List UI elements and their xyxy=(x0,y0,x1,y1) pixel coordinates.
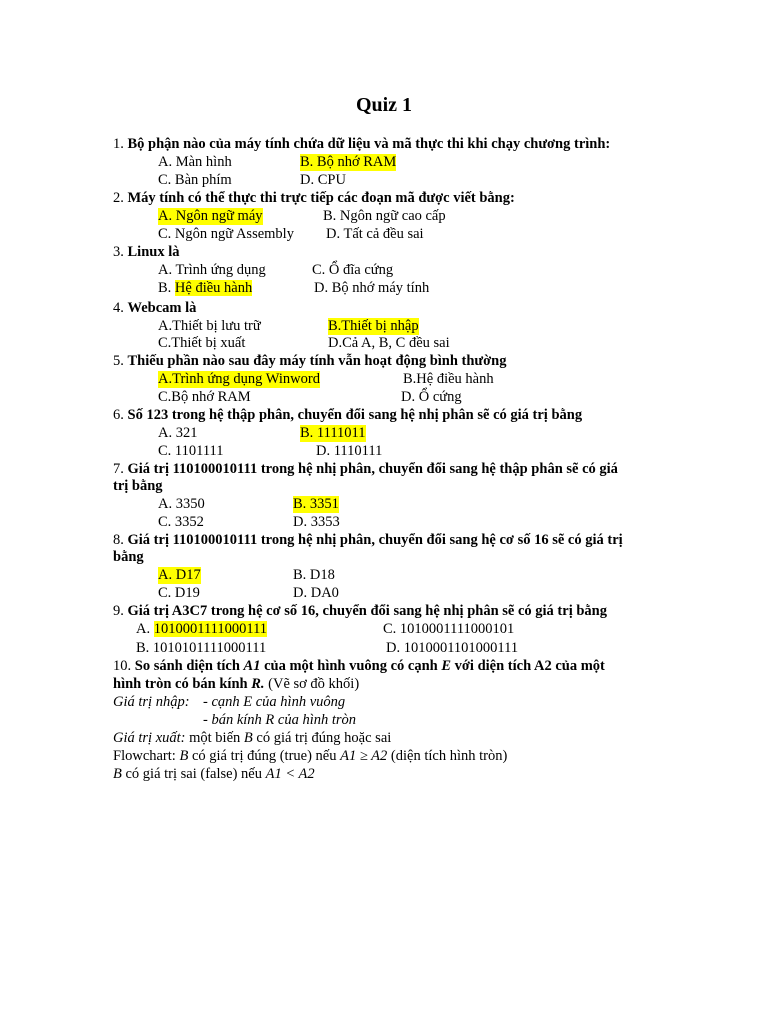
option-7c: C. 3352 xyxy=(158,514,204,530)
false-condition-line: B có giá trị sai (false) nếu A1 < A2 xyxy=(113,766,315,782)
question-text: Giá trị 110100010111 trong hệ nhị phân, chuyển đổi sang hệ cơ số 16 sẽ có giá trị xyxy=(127,532,623,548)
output-line: Giá trị xuất: một biến B có giá trị đúng hoặc sai xyxy=(113,730,392,746)
question-3 xyxy=(113,244,179,261)
q10-var-a1: A1 xyxy=(243,658,261,674)
question-text: Số 123 trong hệ thập phân, chuyển đổi sang hệ nhị phân sẽ có giá trị bằng xyxy=(127,407,583,423)
question-text: Webcam là xyxy=(127,300,197,316)
option-9c: C. 1010001111000101 xyxy=(383,621,515,637)
option-highlight: Hệ điều hành xyxy=(174,280,253,296)
q10-var-e: E xyxy=(441,658,452,674)
question-text: Máy tính có thể thực thi trực tiếp các đoạn mã được viết bằng: xyxy=(127,190,515,206)
question-number: 5. xyxy=(113,353,124,369)
option-4a: A.Thiết bị lưu trữ xyxy=(158,318,261,334)
question-number: 6. xyxy=(113,407,124,423)
option-9b: B. 1010101111000111 xyxy=(136,640,267,656)
option-6c: C. 1101111 xyxy=(158,443,224,459)
question-text: Giá trị A3C7 trong hệ cơ số 16, chuyển đổi sang hệ nhị phân sẽ có giá trị bằng xyxy=(127,603,607,619)
question-number: 1. xyxy=(113,136,124,152)
option-3d: D. Bộ nhớ máy tính xyxy=(314,280,430,296)
question-7-continued xyxy=(113,478,163,495)
question-10-continued xyxy=(113,676,359,693)
option-2c: C. Ngôn ngữ Assembly xyxy=(158,226,294,242)
option-2b: B. Ngôn ngữ cao cấp xyxy=(323,208,446,224)
question-4 xyxy=(113,300,196,317)
option-7d: D. 3353 xyxy=(293,514,340,530)
option-8b: B. D18 xyxy=(293,567,335,583)
option-7a: A. 3350 xyxy=(158,496,205,512)
option-6b-correct: B. 1111011 xyxy=(300,425,366,441)
option-1b-correct: B. Bộ nhớ RAM xyxy=(300,154,397,170)
option-1c: C. Bàn phím xyxy=(158,172,232,188)
question-number: 10. xyxy=(113,658,132,674)
option-2a-correct: A. Ngôn ngữ máy xyxy=(158,208,263,224)
option-6d: D. 1110111 xyxy=(316,443,383,459)
option-7b-correct: B. 3351 xyxy=(293,496,339,512)
option-9a-correct xyxy=(136,621,267,638)
input-item-2: - bán kính R của hình tròn xyxy=(203,712,357,728)
q10-var-r: R. xyxy=(251,676,265,692)
option-3c: C. Ổ đĩa cứng xyxy=(312,262,394,278)
q10-text-2: của một hình vuông có cạnh xyxy=(260,658,442,674)
option-1a: A. Màn hình xyxy=(158,154,232,170)
option-8d: D. DA0 xyxy=(293,585,339,601)
question-number: 4. xyxy=(113,300,124,316)
question-text-cont: bằng xyxy=(113,549,144,565)
input-item-1: - cạnh E của hình vuông xyxy=(203,694,346,710)
option-3a: A. Trình ứng dụng xyxy=(158,262,266,278)
page-title: Quiz 1 xyxy=(355,94,413,116)
question-text: Linux là xyxy=(127,244,180,260)
question-number: 8. xyxy=(113,532,124,548)
option-4b-correct: B.Thiết bị nhập xyxy=(328,318,419,334)
option-8a-correct: A. D17 xyxy=(158,567,201,583)
q10-text-4: hình tròn có bán kính xyxy=(113,676,252,692)
option-9d: D. 1010001101000111 xyxy=(386,640,519,656)
question-7 xyxy=(113,461,618,478)
q10-text-1: So sánh diện tích xyxy=(134,658,244,674)
question-number: 9. xyxy=(113,603,124,619)
option-4c: C.Thiết bị xuất xyxy=(158,335,246,351)
question-5 xyxy=(113,353,506,370)
question-8 xyxy=(113,532,623,549)
question-number: 2. xyxy=(113,190,124,206)
question-9 xyxy=(113,603,607,620)
option-6a: A. 321 xyxy=(158,425,198,441)
option-2d: D. Tất cả đều sai xyxy=(326,226,424,242)
output-label: Giá trị xuất: xyxy=(113,730,186,746)
question-6 xyxy=(113,407,582,424)
question-text: Giá trị 110100010111 trong hệ nhị phân, chuyển đổi sang hệ thập phân sẽ có giá xyxy=(127,461,618,477)
question-2 xyxy=(113,190,515,207)
question-number: 7. xyxy=(113,461,124,477)
option-3b-correct xyxy=(158,280,252,297)
option-5b: B.Hệ điều hành xyxy=(403,371,494,387)
q10-text-3: với diện tích A2 của một xyxy=(451,658,605,674)
question-number: 3. xyxy=(113,244,124,260)
question-10 xyxy=(113,658,605,675)
option-highlight: 1010001111000111 xyxy=(153,621,268,637)
option-prefix: A. xyxy=(136,621,154,637)
flowchart-line: Flowchart: B có giá trị đúng (true) nếu A1 ≥ A2 (diện tích hình tròn) xyxy=(113,748,508,764)
input-label: Giá trị nhập: xyxy=(113,694,190,710)
option-5d: D. Ổ cứng xyxy=(401,389,462,405)
q10-note: (Vẽ sơ đồ khối) xyxy=(264,676,360,692)
question-text: Bộ phận nào của máy tính chứa dữ liệu và mã thực thi khi chạy chương trình: xyxy=(127,136,611,152)
question-8-continued xyxy=(113,549,144,566)
option-5a-correct: A.Trình ứng dụng Winword xyxy=(158,371,320,387)
option-prefix: B. xyxy=(158,280,175,296)
question-text: Thiếu phần nào sau đây máy tính vẫn hoạt động bình thường xyxy=(127,353,507,369)
option-5c: C.Bộ nhớ RAM xyxy=(158,389,251,405)
option-1d: D. CPU xyxy=(300,172,346,188)
option-8c: C. D19 xyxy=(158,585,200,601)
question-1 xyxy=(113,136,610,153)
option-4d: D.Cả A, B, C đều sai xyxy=(328,335,450,351)
question-text-cont: trị bằng xyxy=(113,478,163,494)
